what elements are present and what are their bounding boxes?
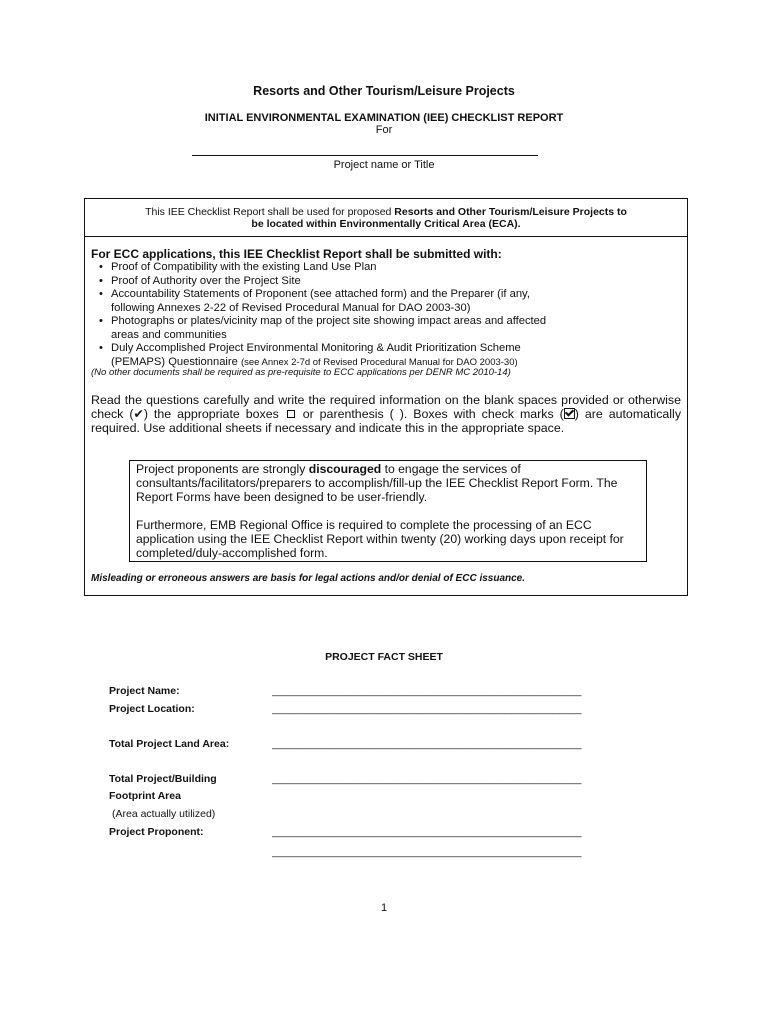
- ecc-requirements-heading: For ECC applications, this IEE Checklist Report shall be submitted with:: [91, 247, 502, 261]
- bullet-icon: •: [99, 288, 103, 300]
- project-location-field[interactable]: _____________________________________________________: [272, 703, 582, 715]
- list-item: [99, 275, 679, 289]
- consultant-warning-box: [129, 460, 647, 562]
- list-item: [99, 315, 679, 342]
- project-name-field[interactable]: _____________________________________________________: [272, 685, 582, 697]
- project-name-line: [192, 155, 538, 156]
- project-proponent-label: Project Proponent:: [109, 826, 204, 838]
- warning-text: to engage the services of consultants/facilitators/preparers to accomplish/fill-up the IEE Checklist Report Form. The Report Forms have been designed to be user-friendly.: [136, 462, 618, 504]
- requirement-text: Photographs or plates/vicinity map of the project site showing impact areas and affected: [111, 315, 547, 327]
- requirement-text: Proof of Authority over the Project Site: [111, 274, 301, 287]
- instructions-paragraph: [91, 393, 681, 436]
- for-label: For: [375, 124, 393, 136]
- no-other-documents-note: (No other documents shall be required as pre-requisite to ECC applications per DENR MC 2010-14): [91, 367, 511, 378]
- usage-bold-line1: Resorts and Other Tourism/Leisure Projects to: [394, 206, 627, 218]
- usage-intro: This IEE Checklist Report shall be used for proposed: [145, 206, 395, 218]
- project-name-label: Project Name:: [109, 685, 180, 697]
- project-name-caption: Project name or Title: [333, 159, 435, 171]
- check-mark-icon: ✔: [133, 407, 144, 422]
- building-footprint-field[interactable]: _____________________________________________________: [272, 773, 582, 785]
- fact-sheet-title: PROJECT FACT SHEET: [325, 651, 443, 663]
- ecc-requirements-list: [99, 261, 679, 369]
- bullet-icon: •: [99, 342, 103, 354]
- building-footprint-label-cont: Footprint Area: [109, 790, 181, 802]
- list-item: [99, 288, 679, 315]
- warning-paragraph-1: [136, 462, 640, 504]
- land-area-field[interactable]: _____________________________________________________: [272, 738, 582, 750]
- land-area-label: Total Project Land Area:: [109, 738, 230, 750]
- warning-text: Project proponents are strongly: [136, 462, 309, 476]
- project-location-label: Project Location:: [109, 703, 195, 715]
- instructions-text: ) the appropriate boxes: [143, 407, 285, 422]
- requirement-text: Proof of Compatibility with the existing Land Use Plan: [111, 261, 377, 273]
- requirement-note: (see Annex 2-7d of Revised Procedural Manual for DAO 2003-30): [240, 356, 518, 368]
- requirement-text-cont: (PEMAPS) Questionnaire: [111, 355, 241, 368]
- requirement-text: Duly Accomplished Project Environmental Monitoring & Audit Prioritization Scheme: [111, 342, 521, 354]
- instructions-text: ) are automatically required. Use additional sheets if necessary and indicate this in the appropriate space.: [91, 407, 682, 436]
- bullet-icon: •: [99, 315, 103, 327]
- instructions-text: or parenthesis ( ). Boxes with check marks (: [296, 407, 564, 422]
- page-number: 1: [380, 902, 388, 914]
- checked-box-icon: [564, 408, 575, 419]
- bullet-icon: •: [99, 274, 103, 287]
- document-subtitle: INITIAL ENVIRONMENTAL EXAMINATION (IEE) CHECKLIST REPORT: [204, 112, 564, 124]
- warning-paragraph-2: Furthermore, EMB Regional Office is required to complete the processing of an ECC application using the IEE Checklist Report within twenty (20) working days upon receipt for completed/duly-accomplished form.: [136, 518, 624, 560]
- warning-emphasis: discouraged: [308, 462, 382, 476]
- list-item: [99, 261, 679, 275]
- bullet-icon: •: [99, 261, 103, 273]
- document-title: Resorts and Other Tourism/Leisure Projects: [253, 84, 515, 98]
- misleading-answers-notice: Misleading or erroneous answers are basis for legal actions and/or denial of ECC issuance.: [91, 573, 526, 584]
- list-item: [99, 342, 679, 369]
- usage-bold-line2: be located within Environmentally Critical Area (ECA).: [251, 218, 521, 230]
- usage-notice: [85, 199, 687, 237]
- instructions-text: Read the questions carefully and write the required information on the blank spaces provided or otherwise check (: [91, 393, 681, 422]
- empty-box-icon: [287, 410, 295, 418]
- requirement-text-cont: areas and communities: [111, 328, 227, 341]
- requirement-text-cont: following Annexes 2-22 of Revised Procedural Manual for DAO 2003-30): [111, 301, 471, 314]
- project-proponent-field[interactable]: _____________________________________________________: [272, 826, 582, 838]
- building-footprint-label: Total Project/Building: [109, 773, 217, 785]
- checklist-instructions-box: [84, 198, 688, 596]
- area-utilized-note: (Area actually utilized): [112, 808, 216, 820]
- requirement-text: Accountability Statements of Proponent (see attached form) and the Preparer (if any,: [111, 288, 530, 300]
- project-proponent-field-2[interactable]: _____________________________________________________: [272, 846, 582, 858]
